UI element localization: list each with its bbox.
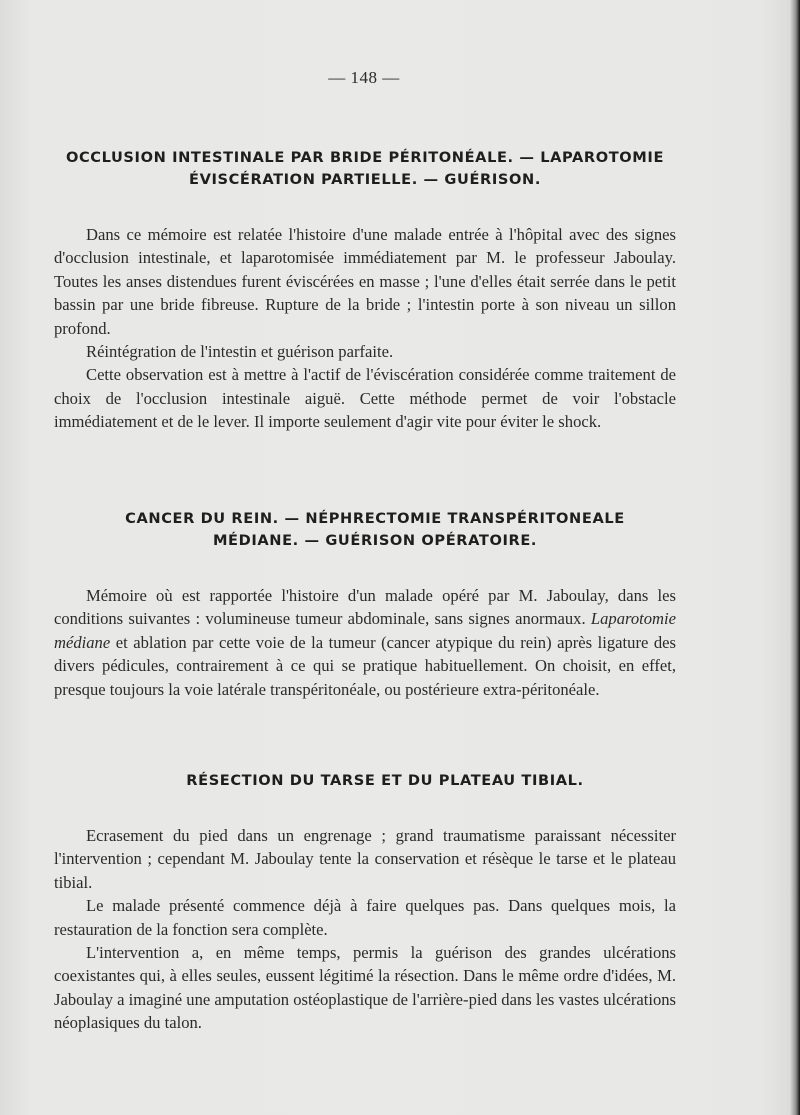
section-body	[54, 584, 676, 701]
heading-line: OCCLUSION INTESTINALE PAR BRIDE PÉRITONÉALE. — LAPAROTOMIE	[65, 149, 665, 166]
page-binding-shadow	[790, 0, 800, 1115]
paragraph: Cette observation est à mettre à l'actif de l'éviscération considérée comme traitement de choix de l'occlusion intestinale aiguë. Cette méthode permet de voir l'obstacle immédiatement et de le lever. Il importe seulement d'agir vite pour éviter le shock.	[54, 365, 676, 432]
paragraph-italic-text: Laparotomie médiane	[54, 609, 676, 652]
heading-line: ÉVISCÉRATION PARTIELLE. — GUÉRISON.	[189, 171, 541, 188]
paragraph: Le malade présenté commence déjà à faire quelques pas. Dans quelques mois, la restauration de la fonction sera complète.	[54, 896, 676, 939]
paragraph	[54, 584, 676, 701]
heading-line: CANCER DU REIN. — NÉPHRECTOMIE TRANSPÉRITONEALE	[125, 510, 625, 527]
section-heading	[54, 508, 676, 552]
section-body	[54, 824, 676, 1035]
section-cancer-rein	[54, 508, 676, 701]
section-heading	[54, 770, 676, 792]
heading-line: RÉSECTION DU TARSE ET DU PLATEAU TIBIAL.	[186, 772, 584, 789]
paragraph: Ecrasement du pied dans un engrenage ; grand traumatisme paraissant nécessiter l'intervention ; cependant M. Jaboulay tente la conservation et résèque le tarse et le plateau tibial.	[54, 826, 676, 892]
paragraph: L'intervention a, en même temps, permis la guérison des grandes ulcérations coexistantes qui, à elles seules, eussent légitimé la résection. Dans le même ordre d'idées, M. Jaboulay a imaginé une amputation ostéoplastique de l'arrière-pied dans les vastes ulcérations néoplasiques du talon.	[54, 943, 676, 1033]
paragraph-text: Mémoire où est rapportée l'histoire d'un malade opéré par M. Jaboulay, dans les conditions suivantes : volumineuse tumeur abdominale, sans signes anormaux.	[54, 586, 676, 629]
paragraph-text: et ablation par cette voie de la tumeur (cancer atypique du rein) après ligature des divers pédicules, contrairement à ce qui se pratique habituellement. On choisit, en effet, presque toujours la voie latérale transpéritonéale, ou postérieure extra-péritonéale.	[54, 632, 676, 699]
heading-line: MÉDIANE. — GUÉRISON OPÉRATOIRE.	[212, 532, 538, 549]
section-body	[54, 223, 676, 434]
section-resection-tarse	[54, 770, 676, 1035]
paragraph: Réintégration de l'intestin et guérison parfaite.	[86, 342, 394, 362]
paragraph: Dans ce mémoire est relatée l'histoire d'une malade entrée à l'hôpital avec des signes d'occlusion intestinale, et laparotomisée immédiatement par M. le professeur Jaboulay. Toutes les anses distendues furent éviscérées en masse ; l'une d'elles était serrée dans le petit bassin par une bride fibreuse. Rupture de la bride ; l'intestin porte à son niveau un sillon profond.	[54, 225, 676, 338]
section-occlusion	[54, 147, 676, 434]
page-number: — 148 —	[328, 68, 400, 87]
section-heading	[54, 147, 676, 191]
